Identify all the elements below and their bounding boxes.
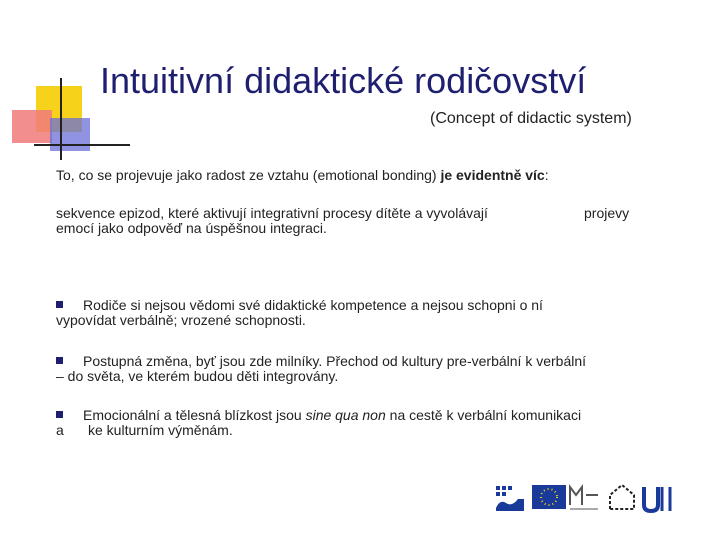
slide-subtitle: (Concept of didactic system) [430, 110, 632, 127]
bullet-2-line-1: Postupná změna, byť jsou zde milníky. Přechod od kultury pre-verbální k verbální [83, 353, 587, 369]
decor-red-square [12, 110, 52, 143]
decor-vertical-line [60, 78, 62, 160]
intro-suffix: : [544, 167, 549, 183]
esf-logo [494, 484, 526, 511]
bullet-item-1 [56, 298, 676, 328]
bullet-1-line-2: vypovídat verbálně; vrozené schopnosti. [56, 312, 306, 328]
bullet-3-line-1 [83, 407, 581, 423]
sequence-paragraph [56, 206, 656, 236]
intro-emphasis: je evidentně víc [440, 167, 545, 183]
footer-logos [494, 481, 674, 515]
intro-prefix: To, co se projevuje jako radost ze vztahu (emotional bonding) [56, 167, 441, 183]
bullet-square-icon [56, 357, 63, 364]
bullet-3-after: na cestě k verbální komunikaci [385, 407, 582, 423]
bullet-1-line-1: Rodiče si nejsou vědomi své didaktické kompetence a nejsou schopni o ní [83, 297, 543, 313]
slide-title: Intuitivní didaktické rodičovství [100, 60, 587, 101]
bullet-3-line-2: ke kulturním výměnám. [88, 422, 233, 438]
bullet-square-icon [56, 301, 63, 308]
bullet-3-italic: sine qua non [305, 407, 386, 423]
bullet-3-line-2-wrap [56, 423, 676, 438]
decor-blue-square [50, 118, 90, 151]
bullet-square-icon [56, 411, 63, 418]
intro-paragraph [56, 168, 549, 183]
sequence-line1-left: sekvence epizod, které aktivují integrativní procesy dítěte a vyvolávají [56, 205, 488, 221]
bullet-item-2 [56, 354, 676, 384]
eu-flag-logo [532, 485, 566, 509]
op-house-logo [610, 485, 634, 509]
bullet-3-letter-a: a [56, 422, 64, 438]
university-logo [644, 487, 670, 511]
bullet-item-3 [56, 408, 676, 438]
bullet-2-line-2: – do světa, ve kterém budou děti integrovány. [56, 368, 339, 384]
sequence-line-1 [56, 206, 656, 221]
decor-horizontal-line [34, 144, 130, 146]
sequence-line1-right: projevy [584, 205, 630, 221]
bullet-3-before: Emocionální a tělesná blízkost jsou [83, 407, 306, 423]
msmt-logo [570, 487, 598, 509]
sequence-line-2: emocí jako odpověď na úspěšnou integraci. [56, 220, 327, 236]
